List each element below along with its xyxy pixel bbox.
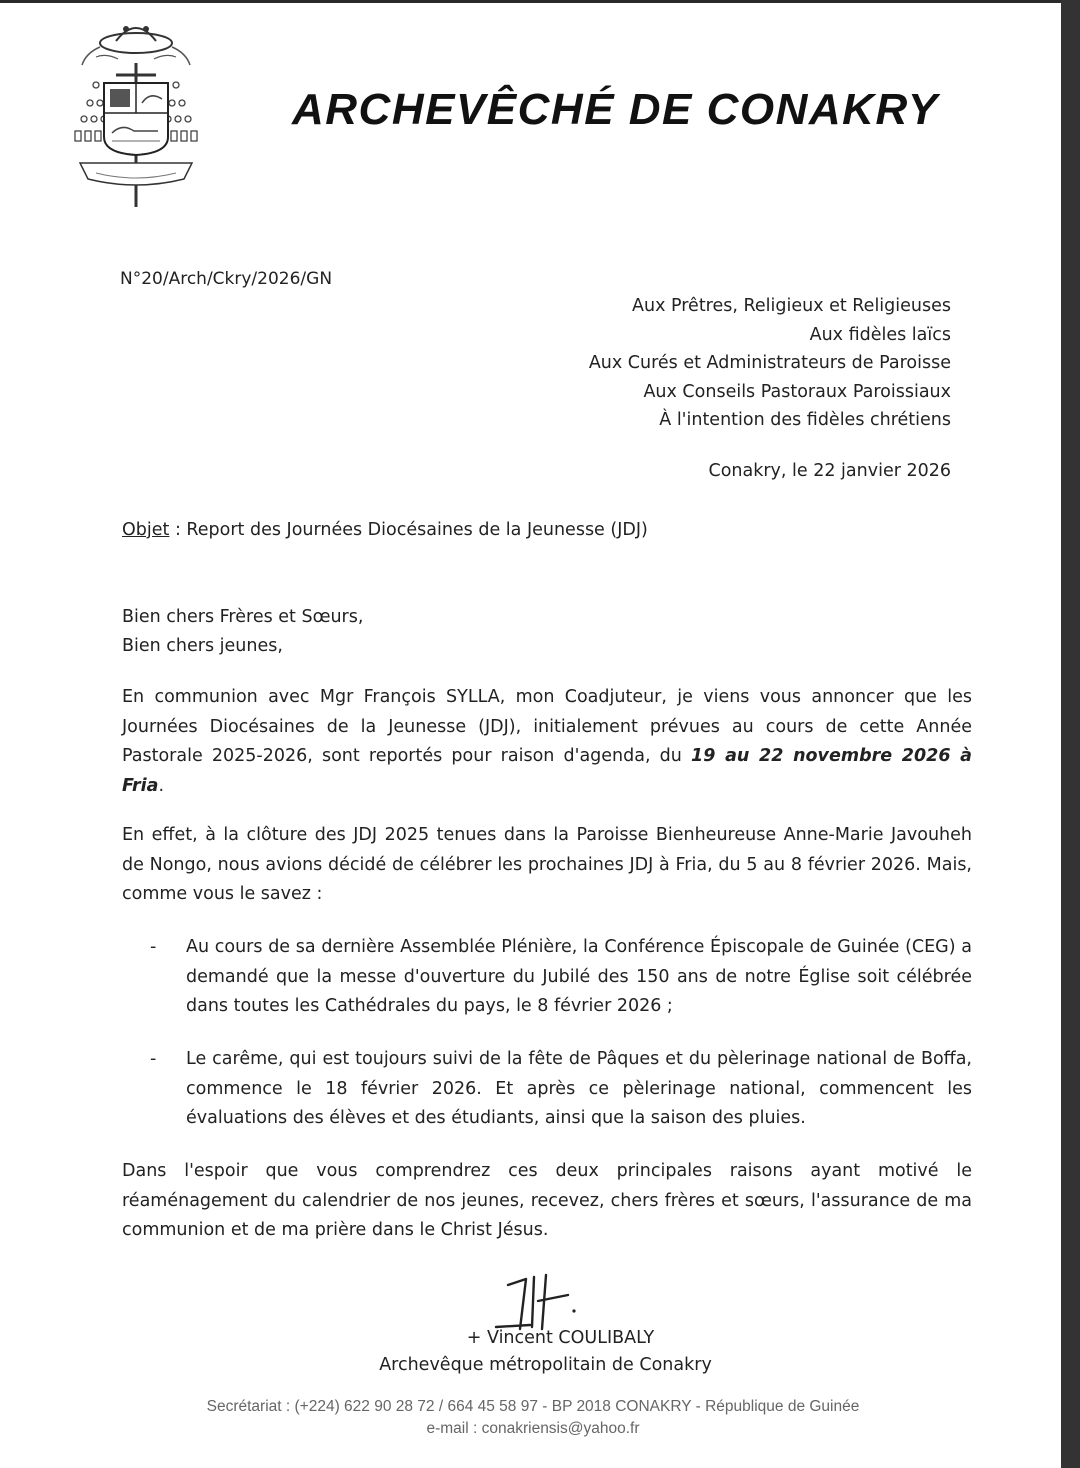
subject-text: Report des Journées Diocésaines de la Jeunesse (JDJ)	[186, 520, 648, 540]
salutation-line-1: Bien chers Frères et Sœurs,	[122, 607, 364, 627]
subject-label: Objet	[122, 520, 170, 540]
paragraph-text: En communion avec Mgr François SYLLA, mon Coadjuteur, je viens vous annoncer que les Journées Diocésaines de la Jeunesse (JDJ), initialement prévues au cours de cette Année Pastorale 2025-2026, sont reportés pour raison d'agenda, du	[122, 687, 972, 766]
bullet-text: Le carême, qui est toujours suivi de la fête de Pâques et du pèlerinage national de Boffa, commence le 18 février 2026. Et après ce pèlerinage national, commencent les évaluations des élèves et des étudiants, ainsi que la saison des pluies.	[186, 1049, 972, 1128]
letterhead-title: ARCHEVÊCHÉ DE CONAKRY	[292, 85, 939, 134]
date-line: Conakry, le 22 janvier 2026	[708, 461, 951, 481]
paragraph-context: En effet, à la clôture des JDJ 2025 tenues dans la Paroisse Bienheureuse Anne-Marie Javouheh de Nongo, nous avions décidé de célébrer les prochaines JDJ à Fria, du 5 au 8 février 2026. Mais, comme vous le savez :	[122, 825, 972, 904]
handwritten-signature-icon	[490, 1271, 600, 1333]
signer-title: Archevêque métropolitain de Conakry	[379, 1355, 712, 1375]
recipient-line: Aux Curés et Administrateurs de Paroisse	[588, 353, 951, 373]
subject-line	[122, 520, 648, 540]
coat-of-arms-icon	[66, 7, 206, 219]
bullet-item	[150, 1045, 972, 1134]
bullet-marker: -	[150, 937, 157, 957]
recipient-line: Aux fidèles laïcs	[809, 324, 951, 345]
viewer-edge	[1061, 0, 1080, 1468]
footer-contact: Secrétariat : (+224) 622 90 28 72 / 664 45 58 97 - BP 2018 CONAKRY - République de Guinée	[206, 1398, 860, 1415]
letter-page	[0, 3, 1061, 1468]
subject-separator: :	[169, 520, 187, 540]
salutation-line-2: Bien chers jeunes,	[122, 635, 283, 656]
bullet-text: Au cours de sa dernière Assemblée Plénière, la Conférence Épiscopale de Guinée (CEG) a demandé que la messe d'ouverture du Jubilé des 150 ans de notre Église soit célébrée dans toutes les Cathédrales du pays, le 8 février 2026 ;	[186, 937, 972, 1016]
recipients-block	[589, 292, 951, 435]
footer-email: e-mail : conakriensis@yahoo.fr	[426, 1420, 640, 1437]
signer-name: + Vincent COULIBALY	[466, 1328, 655, 1348]
bullet-item	[150, 933, 972, 1022]
paragraph-announcement	[122, 683, 972, 801]
reference-number: N°20/Arch/Ckry/2026/GN	[120, 269, 333, 289]
recipient-line: Aux Prêtres, Religieux et Religieuses	[632, 296, 951, 316]
bullet-marker: -	[150, 1049, 157, 1069]
recipient-line: À l'intention des fidèles chrétiens	[659, 410, 951, 430]
new-dates-emphasis: 19 au 22 novembre 2026 à Fria	[122, 746, 972, 796]
salutation	[122, 603, 363, 660]
paragraph-text-end: .	[158, 775, 165, 796]
recipient-line: Aux Conseils Pastoraux Paroissiaux	[643, 381, 951, 402]
paragraph-closing: Dans l'espoir que vous comprendrez ces deux principales raisons ayant motivé le réaménagement du calendrier de nos jeunes, recevez, chers frères et sœurs, l'assurance de ma communion et de ma prière dans le Christ Jésus.	[122, 1161, 972, 1240]
